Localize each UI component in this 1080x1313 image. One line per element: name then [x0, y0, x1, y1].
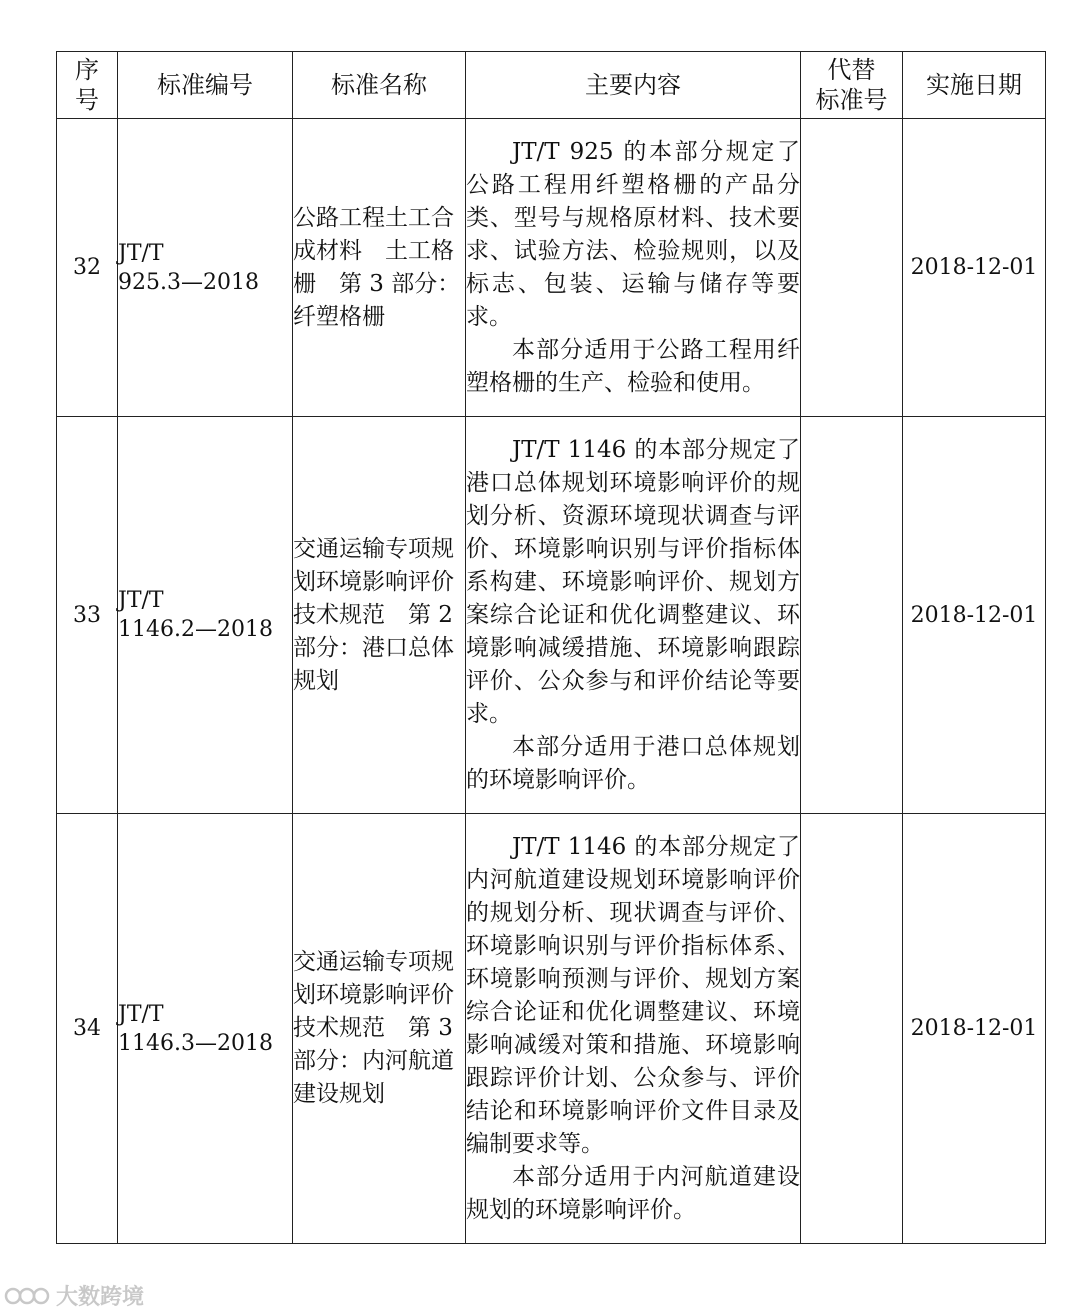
row-date: 2018-12-01 [903, 119, 1046, 417]
dashuju-logo-icon [4, 1283, 50, 1309]
content-applicability-paragraph: 本部分适用于内河航道建设规划的环境影响评价。 [466, 1164, 800, 1223]
row-replace [801, 814, 903, 1244]
content-applicability-paragraph: 本部分适用于港口总体规划的环境影响评价。 [466, 734, 800, 793]
content-applicability-paragraph: 本部分适用于公路工程用纤塑格栅的生产、检验和使用。 [466, 337, 800, 396]
row-date: 2018-12-01 [903, 814, 1046, 1244]
row-code: JT/T 1146.3—2018 [118, 814, 293, 1244]
content-scope-paragraph: JT/T 925 的本部分规定了公路工程用纤塑格栅的产品分类、型号与规格原材料、技术要求、试验方法、检验规则，以及标志、包装、运输与储存等要求。 [466, 139, 800, 330]
table-row [57, 119, 1046, 417]
row-replace [801, 417, 903, 814]
row-code: JT/T 925.3—2018 [118, 119, 293, 417]
table-row [57, 417, 1046, 814]
header-replace: 代替 标准号 [801, 52, 903, 119]
table-row [57, 814, 1046, 1244]
table-header-row [57, 52, 1046, 119]
header-content: 主要内容 [466, 52, 801, 119]
header-code: 标准编号 [118, 52, 293, 119]
row-content [466, 417, 801, 814]
row-name: 交通运输专项规划环境影响评价技术规范 第 2 部分：港口总体规划 [293, 417, 466, 814]
row-seq: 34 [57, 814, 118, 1244]
header-name: 标准名称 [293, 52, 466, 119]
row-replace [801, 119, 903, 417]
row-content [466, 814, 801, 1244]
content-scope-paragraph: JT/T 1146 的本部分规定了港口总体规划环境影响评价的规划分析、资源环境现状调查与评价、环境影响识别与评价指标体系构建、环境影响评价、规划方案综合论证和优化调整建议、环境影响减缓措施、环境影响跟踪评价、公众参与和评价结论等要求。 [466, 437, 800, 727]
row-name: 交通运输专项规划环境影响评价技术规范 第 3 部分：内河航道建设规划 [293, 814, 466, 1244]
content-scope-paragraph: JT/T 1146 的本部分规定了内河航道建设规划环境影响评价的规划分析、现状调查与评价、环境影响识别与评价指标体系、环境影响预测与评价、规划方案综合论证和优化调整建议、环境影响减缓对策和措施、环境影响跟踪评价计划、公众参与、评价结论和环境影响评价文件目录及编制要求等。 [466, 834, 800, 1157]
row-date: 2018-12-01 [903, 417, 1046, 814]
watermark [4, 1280, 144, 1311]
row-name: 公路工程土工合成材料 土工格栅 第 3 部分：纤塑格栅 [293, 119, 466, 417]
row-content [466, 119, 801, 417]
row-seq: 33 [57, 417, 118, 814]
row-seq: 32 [57, 119, 118, 417]
header-date: 实施日期 [903, 52, 1046, 119]
header-seq: 序 号 [57, 52, 118, 119]
standards-table [56, 51, 1046, 1244]
row-code: JT/T 1146.2—2018 [118, 417, 293, 814]
watermark-text: 大数跨境 [56, 1285, 145, 1310]
